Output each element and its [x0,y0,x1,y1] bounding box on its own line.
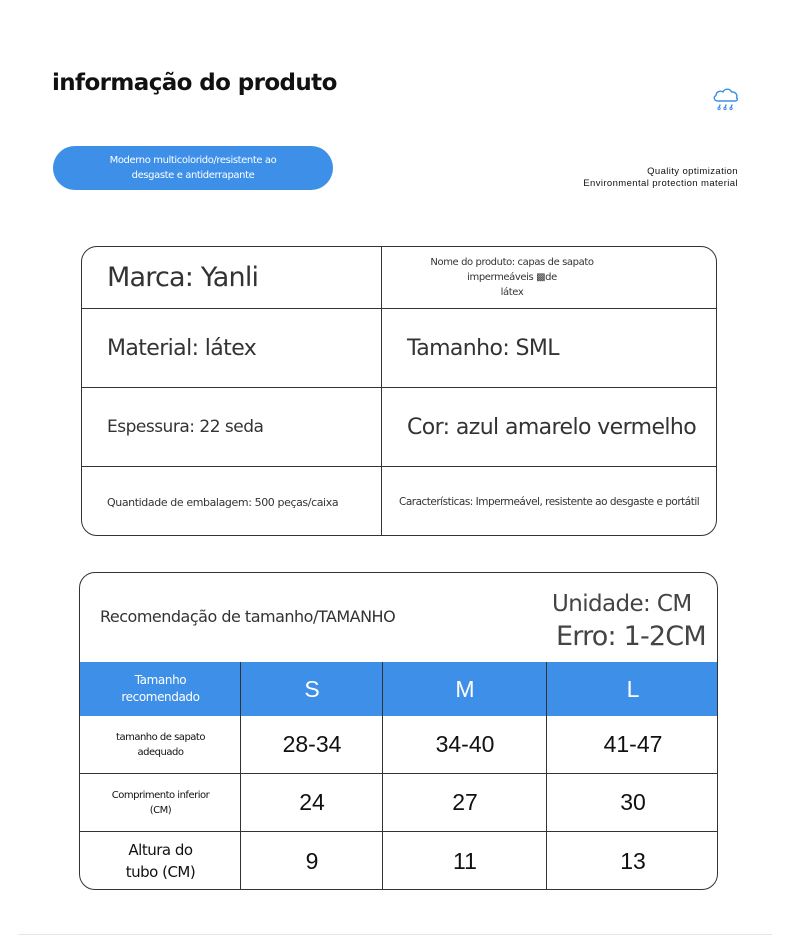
quantity-cell: Quantidade de embalagem: 500 peças/caixa [82,467,382,536]
size-header-label-line2: recomendado [121,690,200,704]
size-header-label [80,662,241,716]
table-cell: 11 [453,847,477,874]
brand-cell: Marca: Yanli [82,247,382,309]
row-label-line: Comprimento inferior [111,789,210,801]
size-header-s: S [304,675,320,702]
row-label-bottom-length [80,774,241,831]
row-label-line: adequado [137,746,184,758]
table-cell: 28-34 [282,731,342,757]
size-recommendation-table [79,572,718,890]
table-cell: 34-40 [435,731,495,757]
quality-note [583,166,738,190]
feature-badge-line1: Moderno multicolorido/resistente ao [109,155,277,166]
product-info-table [81,246,717,536]
size-header-l: L [626,675,640,702]
table-cell: 24 [299,789,325,815]
features-cell: Características: Impermeável, resistente ao desgaste e portátil [399,496,700,508]
rain-cloud-icon [711,86,741,112]
row-label-line: (CM) [149,804,172,816]
row-label-line: Altura do [128,841,193,859]
product-name-line2: látex [500,287,524,298]
size-header-label-line1: Tamanho [134,673,187,687]
size-table-heading: Recomendação de tamanho/TAMANHO [100,607,396,626]
product-name-cell [382,247,717,309]
material-cell: Material: látex [82,309,382,388]
table-cell: 13 [620,847,646,874]
quality-line1: Quality optimization [647,166,738,177]
row-label-line: tamanho de sapato [116,731,205,743]
size-header-m: M [455,675,475,702]
feature-badge [53,146,333,190]
quality-line2: Environmental protection material [583,178,738,189]
table-cell: 30 [620,789,646,815]
color-cell: Cor: azul amarelo vermelho [382,388,717,467]
unit-label: Unidade: CM [552,591,692,617]
row-label-shoe-size [80,716,241,773]
row-label-tube-height [80,832,241,890]
table-cell: 9 [305,847,319,874]
page-title: informação do produto [52,70,337,96]
row-label-line: tubo (CM) [125,863,196,881]
error-label: Erro: 1-2CM [556,621,706,652]
thickness-cell: Espessura: 22 seda [82,388,382,467]
product-name-line1: Nome do produto: capas de sapato impermeáveis ▩de [430,257,594,283]
feature-badge-line2: desgaste e antiderrapante [131,170,255,181]
table-cell: 41-47 [603,731,663,757]
size-cell: Tamanho: SML [382,309,717,388]
table-cell: 27 [452,789,478,815]
